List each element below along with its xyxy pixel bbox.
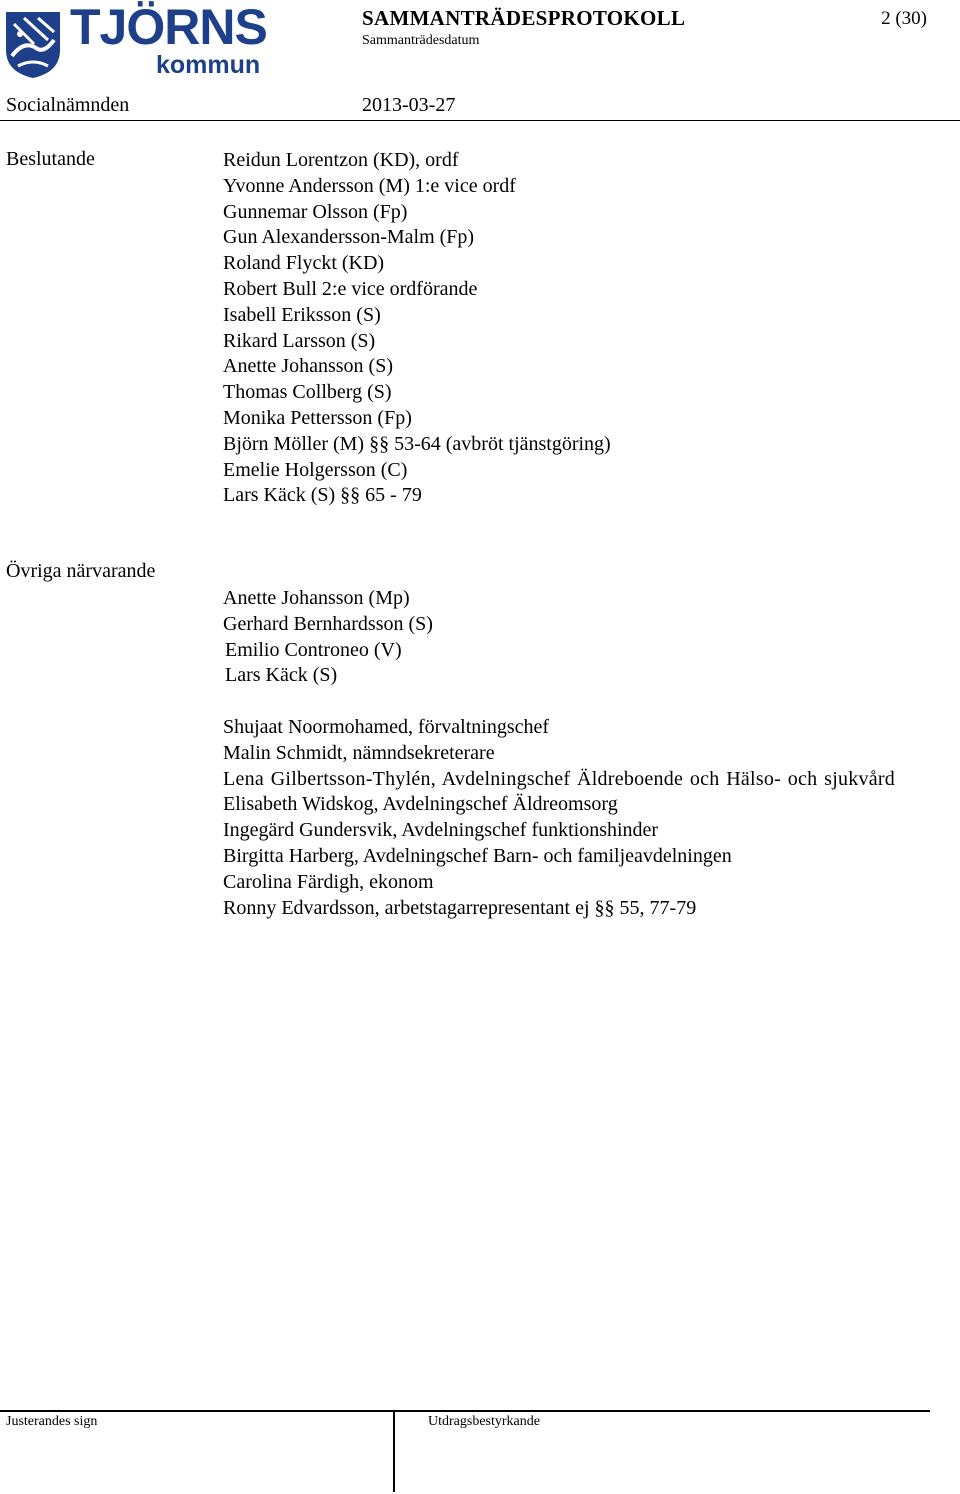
list-item: Anette Johansson (S) xyxy=(223,355,393,378)
list-item: Lars Käck (S) §§ 65 - 79 xyxy=(223,484,422,507)
list-item: Gunnemar Olsson (Fp) xyxy=(223,200,408,223)
officials-list xyxy=(223,715,895,921)
list-item: Lena Gilbertsson-Thylén, Avdelningschef Äldreboende och Hälso- och sjukvård xyxy=(223,767,896,790)
section-label-beslutande: Beslutande xyxy=(6,148,95,170)
meeting-date: 2013-03-27 xyxy=(362,94,456,116)
list-item: Rikard Larsson (S) xyxy=(223,329,376,352)
other-attendees-list xyxy=(223,586,433,689)
header-divider xyxy=(0,120,960,121)
list-item: Elisabeth Widskog, Avdelningschef Äldreomsorg xyxy=(223,793,618,816)
logo-wordmark: TJÖRNS xyxy=(70,0,267,55)
list-item: Gerhard Bernhardsson (S) xyxy=(223,612,433,635)
list-item: Björn Möller (M) §§ 53-64 (avbröt tjänstgöring) xyxy=(223,432,611,455)
list-item: Malin Schmidt, nämndsekreterare xyxy=(223,741,495,764)
decision-makers-list xyxy=(223,148,611,509)
list-item: Yvonne Andersson (M) 1:e vice ordf xyxy=(223,174,516,197)
list-item: Anette Johansson (Mp) xyxy=(223,587,410,609)
list-item: Ronny Edvardsson, arbetstagarrepresentant ej §§ 55, 77-79 xyxy=(223,896,697,919)
page-number: 2 (30) xyxy=(881,8,927,29)
municipality-logo xyxy=(4,0,267,82)
list-item: Robert Bull 2:e vice ordförande xyxy=(223,277,478,300)
list-item: Isabell Eriksson (S) xyxy=(223,303,381,326)
logo-subtitle: kommun xyxy=(156,51,261,79)
coat-of-arms-icon xyxy=(4,10,62,80)
footer-column-divider xyxy=(393,1410,395,1492)
list-item: Birgitta Harberg, Avdelningschef Barn- och familjeavdelningen xyxy=(223,844,732,867)
list-item: Ingegärd Gundersvik, Avdelningschef funktionshinder xyxy=(223,819,659,842)
committee-name: Socialnämnden xyxy=(6,94,130,116)
list-item: Thomas Collberg (S) xyxy=(223,381,392,404)
document-title: SAMMANTRÄDESPROTOKOLL xyxy=(362,6,686,30)
list-item: Shujaat Noormohamed, förvaltningschef xyxy=(223,716,550,738)
footer-divider xyxy=(0,1410,930,1412)
list-item: Gun Alexandersson-Malm (Fp) xyxy=(223,226,475,249)
list-item: Emelie Holgersson (C) xyxy=(223,458,408,481)
list-item: Reidun Lorentzon (KD), ordf xyxy=(223,149,459,171)
certification-label: Utdragsbestyrkande xyxy=(428,1414,540,1429)
list-item: Carolina Färdigh, ekonom xyxy=(223,870,434,893)
list-item: Lars Käck (S) xyxy=(225,664,338,687)
list-item: Monika Pettersson (Fp) xyxy=(223,406,412,429)
signature-label: Justerandes sign xyxy=(6,1414,98,1429)
meeting-date-label: Sammanträdesdatum xyxy=(362,33,480,48)
list-item: Roland Flyckt (KD) xyxy=(223,252,385,275)
list-item: Emilio Controneo (V) xyxy=(225,638,402,661)
section-label-ovriga: Övriga närvarande xyxy=(6,560,156,582)
